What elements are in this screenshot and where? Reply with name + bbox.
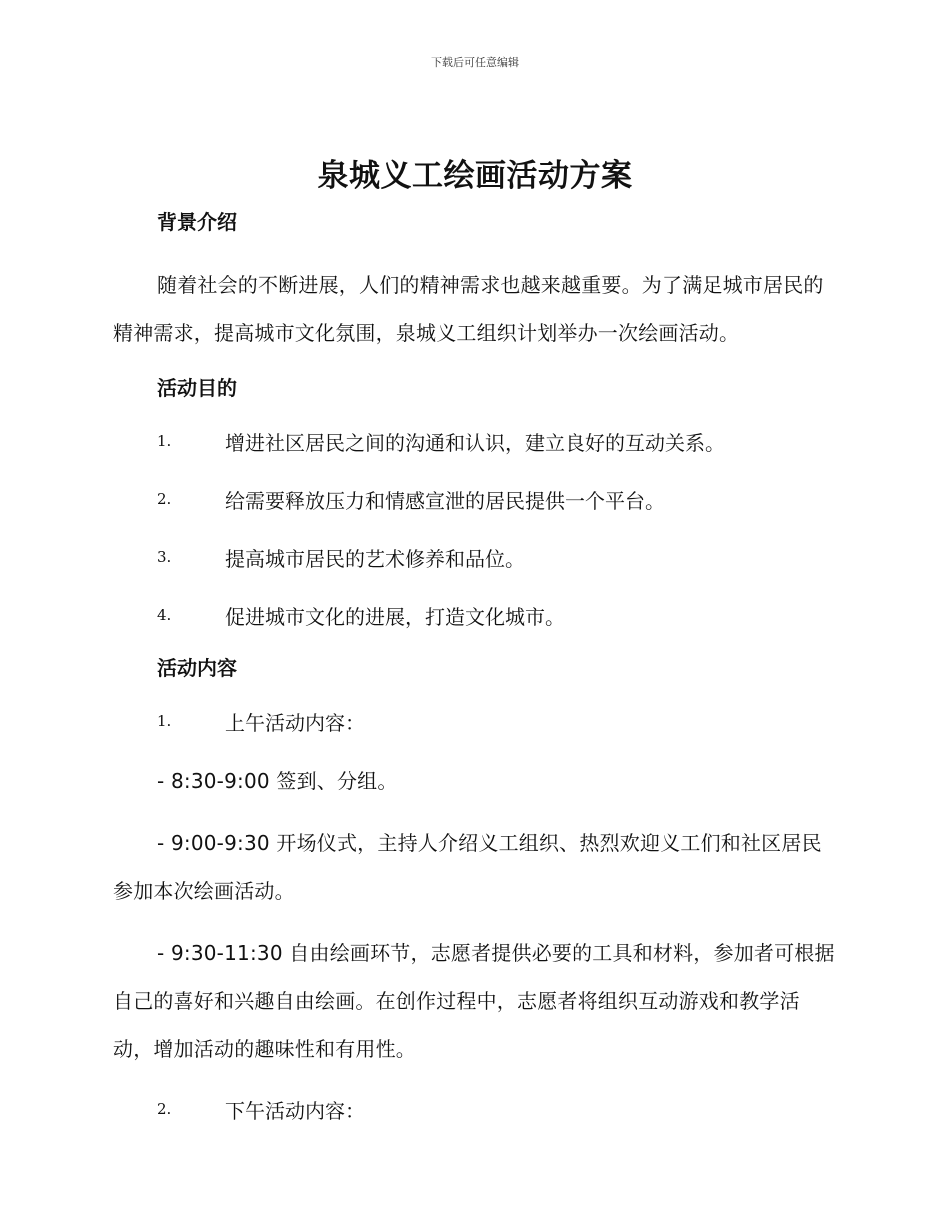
purpose-list-item [113,535,835,579]
content-list-item-afternoon [113,1087,835,1131]
document-body [113,205,835,1131]
schedule-paragraph: - 9:00-9:30 开场仪式，主持人介绍义工组织、热烈欢迎义工们和社区居民参加本次绘画活动。 [113,831,822,903]
list-number: 3. [157,548,172,566]
list-text: 上午活动内容： [225,710,365,735]
schedule-paragraph: - 9:30-11:30 自由绘画环节，志愿者提供必要的工具和材料，参加者可根据自己的喜好和兴趣自由绘画。在创作过程中，志愿者将组织互动游戏和教学活动，增加活动的趣味性和有用性。 [113,941,835,1061]
page-title: 泉城义工绘画活动方案 [317,158,633,194]
list-text: 下午活动内容： [225,1098,365,1123]
list-text: 增进社区居民之间的沟通和认识，建立良好的互动关系。 [225,430,725,455]
section-heading-purpose: 活动目的 [157,376,237,400]
list-text: 给需要释放压力和情感宣泄的居民提供一个平台。 [225,488,665,513]
section-heading-content: 活动内容 [157,656,237,680]
section-heading-background: 背景介绍 [157,210,237,234]
list-number: 1. [157,432,172,450]
list-text: 提高城市居民的艺术修养和品位。 [225,546,525,571]
header-note: 下载后可任意编辑 [431,56,519,69]
list-number: 2. [157,1100,172,1118]
purpose-list-item [113,477,835,521]
content-list-item-morning [113,699,835,743]
list-number: 4. [157,606,172,624]
list-number: 1. [157,712,172,730]
schedule-paragraph: - 8:30-9:00 签到、分组。 [157,769,398,793]
background-paragraph: 随着社会的不断进展，人们的精神需求也越来越重要。为了满足城市居民的精神需求，提高城市文化氛围，泉城义工组织计划举办一次绘画活动。 [113,273,824,345]
list-text: 促进城市文化的进展，打造文化城市。 [225,604,565,629]
purpose-list-item [113,593,835,637]
list-number: 2. [157,490,172,508]
purpose-list-item [113,419,835,463]
